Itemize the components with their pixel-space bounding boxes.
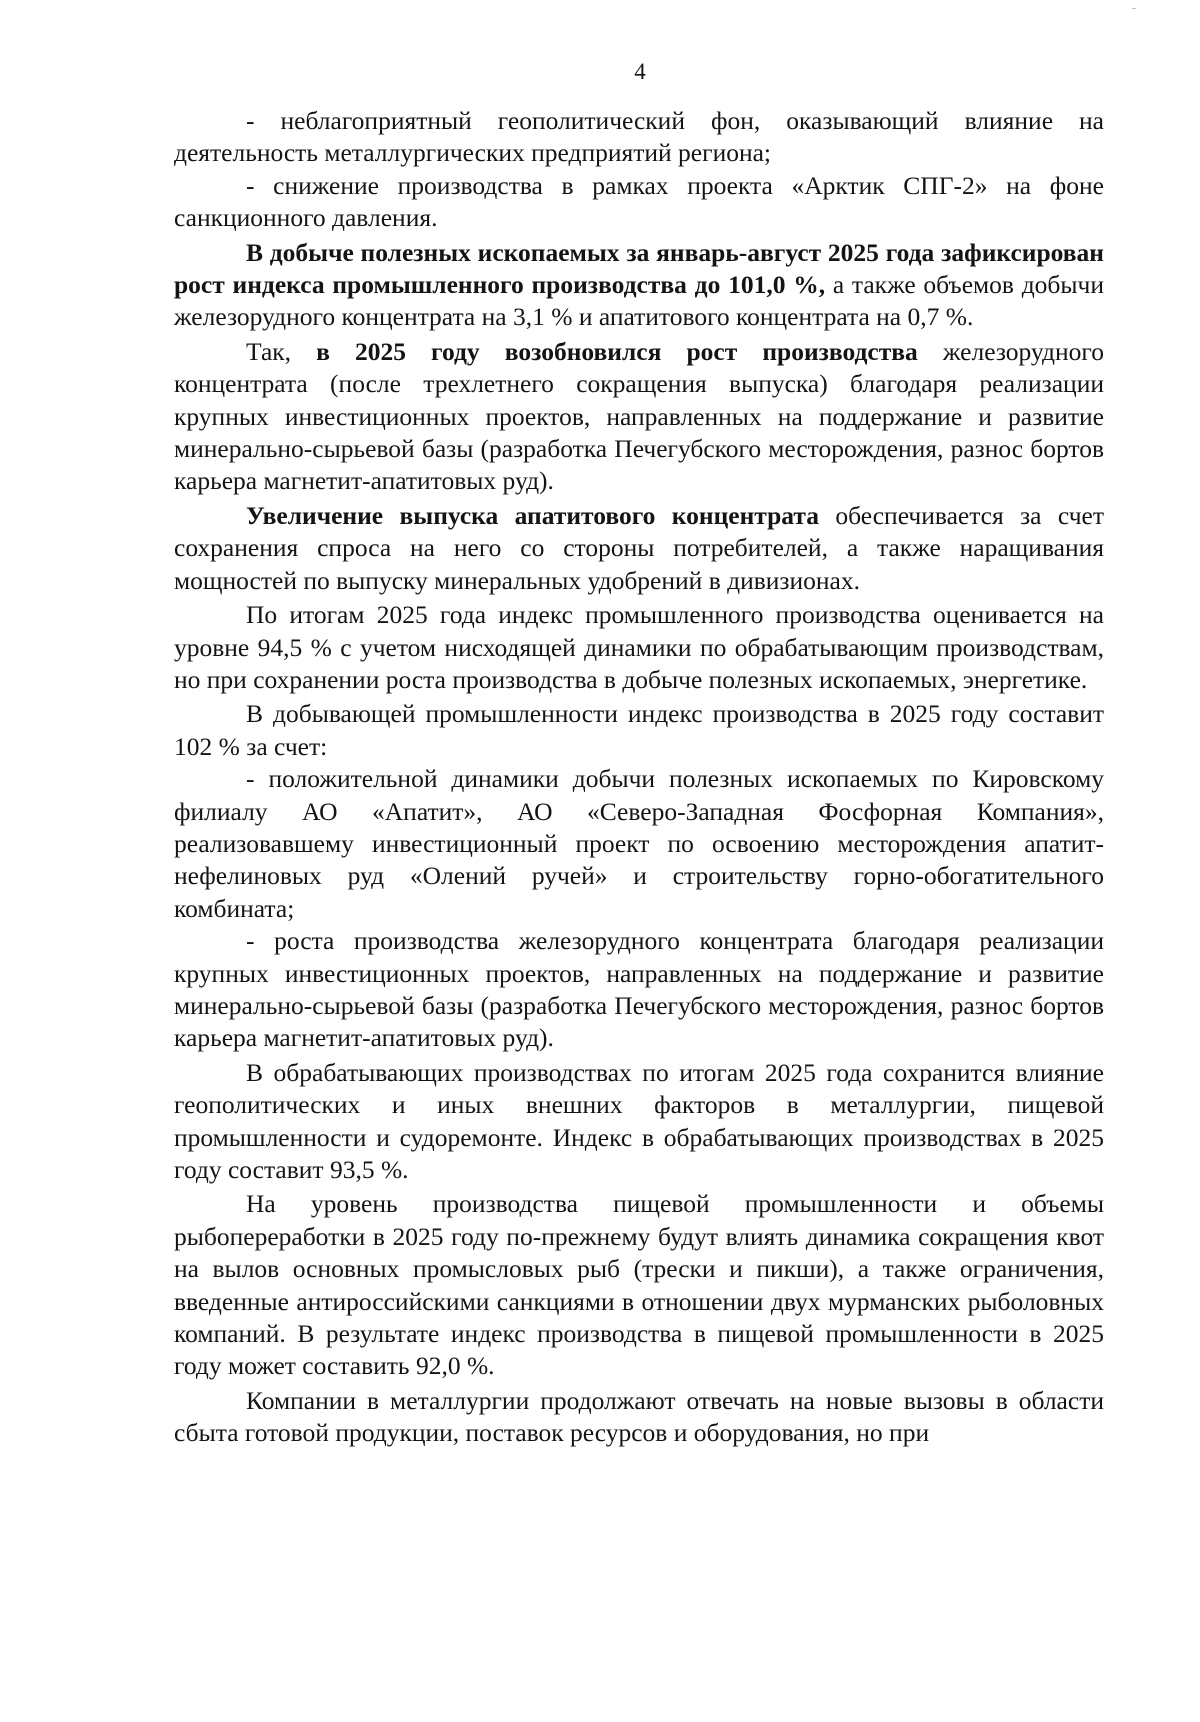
scan-mark (1132, 8, 1136, 9)
bold-text: в 2025 году возобновился рост производства (316, 336, 918, 366)
paragraph (174, 925, 1104, 1055)
paragraph (174, 1385, 1104, 1450)
paragraph (174, 237, 1104, 334)
paragraph (174, 500, 1104, 597)
paragraph-text: - снижение производства в рамках проекта «Арктик СПГ-2» на фоне санкционного давления. (174, 170, 1104, 233)
paragraph (174, 763, 1104, 925)
paragraph (174, 105, 1104, 170)
bold-text: В добыче полезных ископаемых за январь-август 2025 года зафиксирован рост индекса промышленного производства до 101,0 %, (174, 237, 1104, 300)
paragraph (174, 698, 1104, 763)
paragraph (174, 1188, 1104, 1382)
paragraph-text: а также объемов добычи железорудного концентрата на 3,1 % и апатитового концентрата на 0,7 %. (174, 270, 1104, 332)
paragraph (174, 170, 1104, 235)
paragraph (174, 599, 1104, 696)
paragraph (174, 1057, 1104, 1187)
document-body (174, 105, 1104, 1450)
paragraph-text: В добывающей промышленности индекс производства в 2025 году составит 102 % за счет: (174, 699, 1104, 761)
paragraph-text: железорудного концентрата (после трехлетнего сокращения выпуска) благодаря реализации крупных инвестиционных проектов, направленных на поддержание и развитие минерально-сырьевой базы (разработка Печегубского месторождения, разнос бортов карьера магнетит-апатитовых руд). (174, 336, 1104, 496)
paragraph-text: - положительной динамики добычи полезных ископаемых по Кировскому филиалу АО «Апатит», АО «Северо-Западная Фосфорная Компания», реализовавшему инвестиционный проект по освоению месторождения апатит-нефелиновых руд «Олений ручей» и строительству горно-обогатительного комбината; (174, 764, 1104, 923)
bold-text: Увеличение выпуска апатитового концентрата (246, 500, 819, 530)
paragraph-text: По итогам 2025 года индекс промышленного производства оценивается на уровне 94,5 % с учетом нисходящей динамики по обрабатывающим производствам, но при сохранении роста производства в добыче полезных ископаемых, энергетике. (174, 600, 1104, 694)
paragraph-text: Компании в металлургии продолжают отвечать на новые вызовы в области сбыта готовой продукции, поставок ресурсов и оборудования, но при (174, 1385, 1104, 1448)
paragraph-text: На уровень производства пищевой промышленности и объемы рыбопереработки в 2025 году по-прежнему будут влиять динамика сокращения квот на вылов основных промысловых рыб (трески и пикши), а также ограничения, введенные антироссийскими санкциями в отношении двух мурманских рыболовных компаний. В результате индекс производства в пищевой промышленности в 2025 году может составить 92,0 %. (174, 1189, 1104, 1381)
paragraph-text: Так, (246, 336, 317, 366)
paragraph (174, 336, 1104, 498)
paragraph-text: - неблагоприятный геополитический фон, оказывающий влияние на деятельность металлургических предприятий региона; (174, 106, 1104, 168)
paragraph-text: - роста производства железорудного концентрата благодаря реализации крупных инвестиционных проектов, направленных на поддержание и развитие минерально-сырьевой базы (разработка Печегубского месторождения, разнос бортов карьера магнетит-апатитовых руд). (174, 926, 1104, 1053)
paragraph-text: В обрабатывающих производствах по итогам 2025 года сохранится влияние геополитических и иных внешних факторов в металлургии, пищевой промышленности и судоремонте. Индекс в обрабатывающих производствах в 2025 году составит 93,5 %. (174, 1057, 1104, 1184)
page-number: 4 (634, 59, 646, 84)
paragraph-text: обеспечивается за счет сохранения спроса на него со стороны потребителей, а также наращивания мощностей по выпуску минеральных удобрений в дивизионах. (174, 500, 1104, 595)
